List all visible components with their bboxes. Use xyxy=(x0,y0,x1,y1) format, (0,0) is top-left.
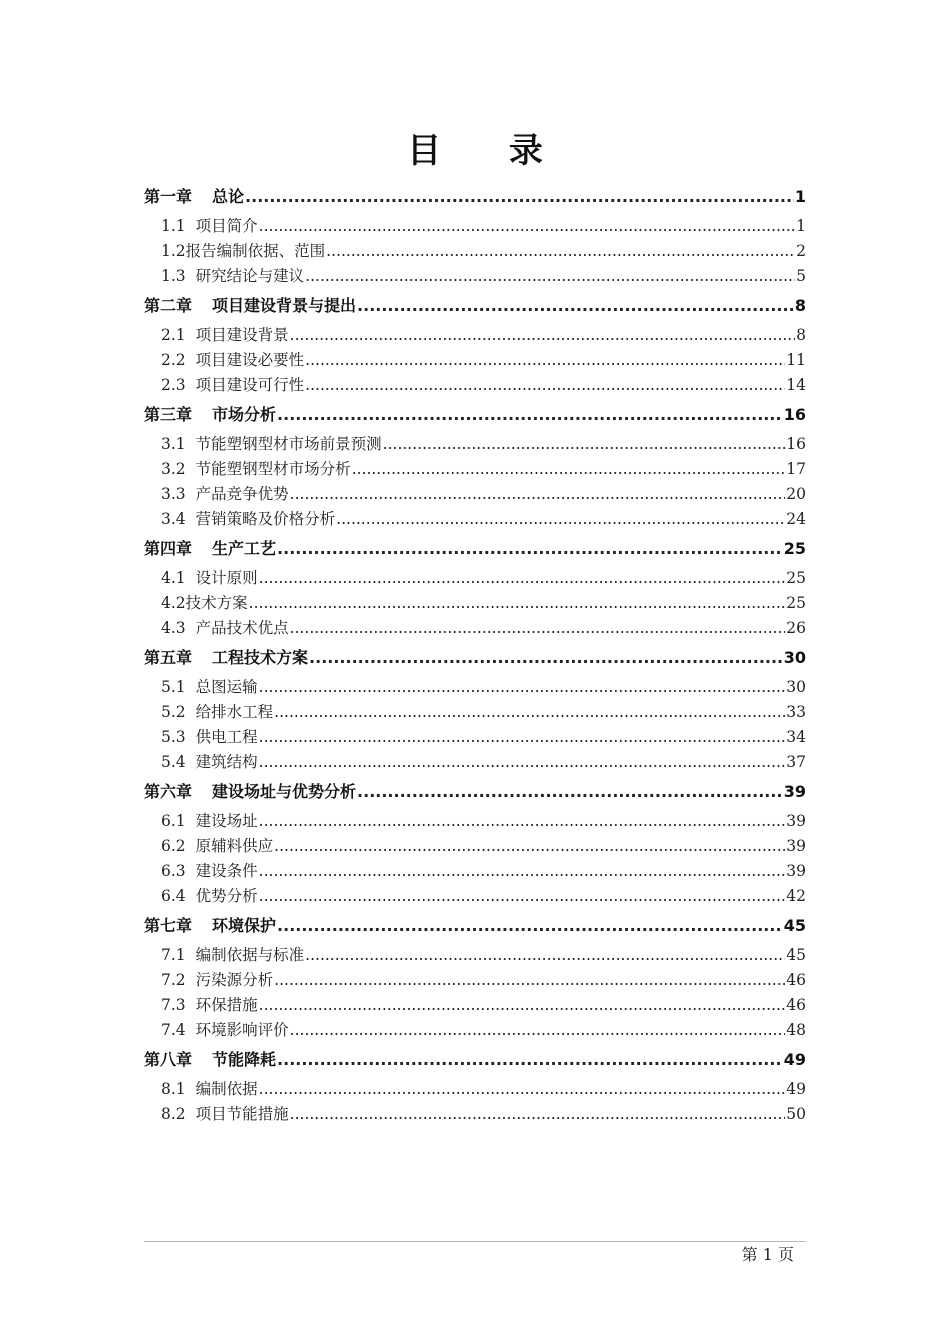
toc-section-number: 5.2 xyxy=(161,703,186,721)
toc-section-page: 17 xyxy=(786,460,806,478)
toc-chapter-label xyxy=(144,532,276,566)
toc-chapter-label xyxy=(144,641,308,675)
toc-chapter-entry[interactable] xyxy=(144,1043,806,1077)
toc-section-title: 环保措施 xyxy=(195,996,258,1014)
toc-section-number: 6.3 xyxy=(161,862,186,880)
toc-chapter-title: 环境保护 xyxy=(212,916,277,935)
toc-dot-leader xyxy=(277,398,783,432)
toc-dot-leader xyxy=(305,373,785,398)
toc-chapter-title: 建设场址与优势分析 xyxy=(212,782,357,801)
toc-section-page: 33 xyxy=(786,703,806,721)
toc-section-entry[interactable] xyxy=(144,1077,806,1102)
toc-section-entry[interactable] xyxy=(144,507,806,532)
toc-section-page: 46 xyxy=(786,971,806,989)
toc-dot-leader xyxy=(259,884,786,909)
toc-section-list xyxy=(144,566,806,641)
toc-chapter-number: 第七章 xyxy=(144,916,193,935)
toc-section-page: 11 xyxy=(786,351,806,369)
toc-dot-leader xyxy=(336,507,785,532)
toc-section-entry[interactable] xyxy=(144,348,806,373)
toc-chapter-title: 生产工艺 xyxy=(212,539,277,558)
toc-section-page: 39 xyxy=(786,837,806,855)
toc-dot-leader xyxy=(259,859,786,884)
toc-chapter-label xyxy=(144,289,356,323)
toc-section-label xyxy=(161,214,258,239)
toc-section-label xyxy=(161,750,258,775)
toc-chapter-page: 8 xyxy=(794,296,806,315)
toc-chapter-title: 工程技术方案 xyxy=(212,648,309,667)
toc-section-entry[interactable] xyxy=(144,675,806,700)
toc-dot-leader xyxy=(259,675,786,700)
toc-section-title: 原辅料供应 xyxy=(195,837,274,855)
toc-section-title: 设计原则 xyxy=(195,569,258,587)
toc-chapter-page: 39 xyxy=(783,782,806,801)
toc-dot-leader xyxy=(274,700,785,725)
toc-section-title: 供电工程 xyxy=(195,728,258,746)
toc-section-number: 6.1 xyxy=(161,812,186,830)
toc-dot-leader xyxy=(277,532,783,566)
toc-section-entry[interactable] xyxy=(144,214,806,239)
toc-section-entry[interactable] xyxy=(144,432,806,457)
toc-section-label xyxy=(161,616,289,641)
toc-section-page: 26 xyxy=(786,619,806,637)
table-of-contents xyxy=(144,180,806,1127)
toc-section-entry[interactable] xyxy=(144,239,806,264)
toc-section-number: 1.1 xyxy=(161,217,186,235)
toc-section-title: 项目建设背景 xyxy=(195,326,289,344)
toc-section-page: 39 xyxy=(786,862,806,880)
toc-section-entry[interactable] xyxy=(144,725,806,750)
toc-section-page: 5 xyxy=(796,267,806,285)
toc-dot-leader xyxy=(357,775,783,809)
toc-chapter-label xyxy=(144,1043,276,1077)
toc-dot-leader xyxy=(290,323,795,348)
toc-section-label xyxy=(161,993,258,1018)
toc-chapter-group xyxy=(144,1043,806,1127)
toc-chapter-number: 第一章 xyxy=(144,187,193,206)
toc-chapter-number: 第三章 xyxy=(144,405,193,424)
toc-section-label xyxy=(161,457,351,482)
toc-section-label xyxy=(161,239,325,264)
toc-section-page: 34 xyxy=(786,728,806,746)
toc-dot-leader xyxy=(259,1077,786,1102)
toc-section-title: 产品竞争优势 xyxy=(195,485,289,503)
toc-section-entry[interactable] xyxy=(144,482,806,507)
toc-chapter-entry[interactable] xyxy=(144,532,806,566)
toc-chapter-group xyxy=(144,775,806,909)
toc-chapter-label xyxy=(144,909,276,943)
toc-section-entry[interactable] xyxy=(144,859,806,884)
toc-section-page: 8 xyxy=(796,326,806,344)
toc-dot-leader xyxy=(290,616,786,641)
toc-chapter-group xyxy=(144,909,806,1043)
toc-section-title: 建设条件 xyxy=(195,862,258,880)
toc-dot-leader xyxy=(290,482,786,507)
toc-section-title: 建筑结构 xyxy=(195,753,258,771)
toc-section-number: 5.1 xyxy=(161,678,186,696)
toc-section-entry[interactable] xyxy=(144,809,806,834)
toc-section-label xyxy=(161,323,289,348)
toc-section-page: 25 xyxy=(786,594,806,612)
toc-section-label xyxy=(161,859,258,884)
toc-section-label xyxy=(161,700,273,725)
toc-section-entry[interactable] xyxy=(144,750,806,775)
toc-section-label xyxy=(161,264,304,289)
toc-section-number: 4.2 xyxy=(161,594,186,612)
toc-section-number: 4.1 xyxy=(161,569,186,587)
toc-section-label xyxy=(161,432,382,457)
toc-section-label xyxy=(161,348,304,373)
footer-divider xyxy=(144,1241,806,1242)
toc-section-page: 49 xyxy=(786,1080,806,1098)
toc-section-entry[interactable] xyxy=(144,1018,806,1043)
toc-dot-leader xyxy=(245,180,794,214)
toc-section-title: 营销策略及价格分析 xyxy=(195,510,336,528)
toc-dot-leader xyxy=(305,264,795,289)
toc-section-number: 7.3 xyxy=(161,996,186,1014)
page-number: 第 1 页 xyxy=(741,1245,794,1264)
toc-dot-leader xyxy=(277,909,783,943)
toc-section-title: 技术方案 xyxy=(185,594,248,612)
toc-section-list xyxy=(144,943,806,1043)
toc-section-label xyxy=(161,373,304,398)
toc-section-label xyxy=(161,834,273,859)
toc-chapter-entry[interactable] xyxy=(144,398,806,432)
toc-section-number: 6.2 xyxy=(161,837,186,855)
toc-section-label xyxy=(161,507,335,532)
toc-section-entry[interactable] xyxy=(144,591,806,616)
toc-section-page: 48 xyxy=(786,1021,806,1039)
toc-section-number: 7.4 xyxy=(161,1021,186,1039)
toc-dot-leader xyxy=(274,968,785,993)
toc-chapter-number: 第五章 xyxy=(144,648,193,667)
toc-section-entry[interactable] xyxy=(144,968,806,993)
toc-section-title: 节能塑钢型材市场前景预测 xyxy=(195,435,382,453)
toc-chapter-page: 45 xyxy=(783,916,806,935)
toc-section-number: 2.2 xyxy=(161,351,186,369)
toc-section-title: 研究结论与建议 xyxy=(195,267,305,285)
toc-chapter-page: 1 xyxy=(794,187,806,206)
toc-section-page: 46 xyxy=(786,996,806,1014)
toc-section-title: 项目建设必要性 xyxy=(195,351,305,369)
toc-dot-leader xyxy=(259,750,786,775)
toc-section-list xyxy=(144,1077,806,1127)
toc-chapter-page: 49 xyxy=(783,1050,806,1069)
toc-dot-leader xyxy=(290,1102,786,1127)
toc-chapter-label xyxy=(144,775,356,809)
toc-dot-leader xyxy=(277,1043,783,1077)
toc-title: 目 录 xyxy=(407,131,571,171)
toc-chapter-number: 第六章 xyxy=(144,782,193,801)
toc-dot-leader xyxy=(326,239,795,264)
toc-chapter-group xyxy=(144,532,806,641)
toc-dot-leader xyxy=(259,725,786,750)
toc-section-entry[interactable] xyxy=(144,884,806,909)
toc-dot-leader xyxy=(249,591,786,616)
toc-section-title: 污染源分析 xyxy=(195,971,274,989)
toc-section-entry[interactable] xyxy=(144,616,806,641)
toc-section-number: 2.1 xyxy=(161,326,186,344)
toc-dot-leader xyxy=(383,432,786,457)
toc-dot-leader xyxy=(259,214,795,239)
toc-section-list xyxy=(144,675,806,775)
toc-chapter-group xyxy=(144,398,806,532)
toc-section-page: 24 xyxy=(786,510,806,528)
toc-chapter-page: 25 xyxy=(783,539,806,558)
toc-chapter-label xyxy=(144,398,276,432)
toc-section-entry[interactable] xyxy=(144,993,806,1018)
toc-section-title: 环境影响评价 xyxy=(195,1021,289,1039)
toc-chapter-entry[interactable] xyxy=(144,180,806,214)
toc-chapter-page: 30 xyxy=(783,648,806,667)
toc-dot-leader xyxy=(274,834,785,859)
toc-dot-leader xyxy=(309,641,783,675)
toc-section-number: 7.2 xyxy=(161,971,186,989)
toc-section-title: 节能塑钢型材市场分析 xyxy=(195,460,351,478)
toc-dot-leader xyxy=(357,289,794,323)
toc-section-label xyxy=(161,809,258,834)
toc-section-number: 3.4 xyxy=(161,510,186,528)
toc-section-page: 50 xyxy=(786,1105,806,1123)
toc-section-label xyxy=(161,1077,258,1102)
toc-section-number: 3.3 xyxy=(161,485,186,503)
toc-section-list xyxy=(144,214,806,289)
toc-section-label xyxy=(161,1102,289,1127)
toc-section-entry[interactable] xyxy=(144,834,806,859)
toc-section-number: 1.3 xyxy=(161,267,186,285)
toc-section-page: 2 xyxy=(796,242,806,260)
toc-section-entry[interactable] xyxy=(144,1102,806,1127)
toc-section-list xyxy=(144,323,806,398)
toc-dot-leader xyxy=(305,348,785,373)
toc-section-page: 45 xyxy=(786,946,806,964)
toc-section-title: 总图运输 xyxy=(195,678,258,696)
toc-section-number: 8.2 xyxy=(161,1105,186,1123)
toc-section-label xyxy=(161,482,289,507)
toc-chapter-entry[interactable] xyxy=(144,641,806,675)
toc-section-entry[interactable] xyxy=(144,457,806,482)
toc-chapter-group xyxy=(144,641,806,775)
toc-section-number: 3.1 xyxy=(161,435,186,453)
toc-section-entry[interactable] xyxy=(144,373,806,398)
toc-section-entry[interactable] xyxy=(144,323,806,348)
toc-dot-leader xyxy=(259,809,786,834)
toc-chapter-title: 项目建设背景与提出 xyxy=(212,296,357,315)
toc-section-number: 3.2 xyxy=(161,460,186,478)
toc-chapter-number: 第八章 xyxy=(144,1050,193,1069)
toc-section-title: 产品技术优点 xyxy=(195,619,289,637)
toc-section-label xyxy=(161,566,258,591)
toc-section-label xyxy=(161,943,304,968)
toc-chapter-number: 第四章 xyxy=(144,539,193,558)
toc-section-list xyxy=(144,809,806,909)
toc-section-title: 项目建设可行性 xyxy=(195,376,305,394)
toc-chapter-entry[interactable] xyxy=(144,289,806,323)
toc-dot-leader xyxy=(259,566,786,591)
toc-section-number: 8.1 xyxy=(161,1080,186,1098)
toc-chapter-label xyxy=(144,180,244,214)
toc-section-title: 项目节能措施 xyxy=(195,1105,289,1123)
toc-section-title: 项目简介 xyxy=(195,217,258,235)
toc-dot-leader xyxy=(290,1018,786,1043)
toc-section-page: 30 xyxy=(786,678,806,696)
toc-chapter-entry[interactable] xyxy=(144,775,806,809)
toc-chapter-group xyxy=(144,180,806,289)
toc-chapter-title: 市场分析 xyxy=(212,405,277,424)
toc-chapter-entry[interactable] xyxy=(144,909,806,943)
toc-section-page: 14 xyxy=(786,376,806,394)
toc-section-label xyxy=(161,1018,289,1043)
toc-chapter-number: 第二章 xyxy=(144,296,193,315)
toc-section-page: 16 xyxy=(786,435,806,453)
toc-section-number: 6.4 xyxy=(161,887,186,905)
toc-section-title: 给排水工程 xyxy=(195,703,274,721)
toc-dot-leader xyxy=(259,993,786,1018)
toc-section-entry[interactable] xyxy=(144,264,806,289)
toc-section-page: 42 xyxy=(786,887,806,905)
toc-section-label xyxy=(161,725,258,750)
toc-section-title: 优势分析 xyxy=(195,887,258,905)
toc-dot-leader xyxy=(352,457,786,482)
toc-section-number: 2.3 xyxy=(161,376,186,394)
toc-section-entry[interactable] xyxy=(144,700,806,725)
toc-section-number: 5.3 xyxy=(161,728,186,746)
toc-section-title: 编制依据与标准 xyxy=(195,946,305,964)
toc-section-number: 5.4 xyxy=(161,753,186,771)
toc-section-page: 37 xyxy=(786,753,806,771)
toc-section-number: 1.2 xyxy=(161,242,186,260)
toc-section-label xyxy=(161,884,258,909)
toc-section-title: 建设场址 xyxy=(195,812,258,830)
toc-section-page: 20 xyxy=(786,485,806,503)
toc-section-title: 报告编制依据、范围 xyxy=(185,242,326,260)
toc-section-label xyxy=(161,675,258,700)
toc-chapter-title: 总论 xyxy=(212,187,245,206)
toc-chapter-group xyxy=(144,289,806,398)
toc-section-page: 25 xyxy=(786,569,806,587)
toc-section-label xyxy=(161,968,273,993)
toc-section-page: 39 xyxy=(786,812,806,830)
toc-section-page: 1 xyxy=(796,217,806,235)
toc-section-entry[interactable] xyxy=(144,566,806,591)
toc-section-list xyxy=(144,432,806,532)
toc-section-title: 编制依据 xyxy=(195,1080,258,1098)
toc-section-number: 4.3 xyxy=(161,619,186,637)
toc-chapter-title: 节能降耗 xyxy=(212,1050,277,1069)
toc-section-label xyxy=(161,591,248,616)
toc-dot-leader xyxy=(305,943,785,968)
toc-section-number: 7.1 xyxy=(161,946,186,964)
toc-section-entry[interactable] xyxy=(144,943,806,968)
toc-chapter-page: 16 xyxy=(783,405,806,424)
